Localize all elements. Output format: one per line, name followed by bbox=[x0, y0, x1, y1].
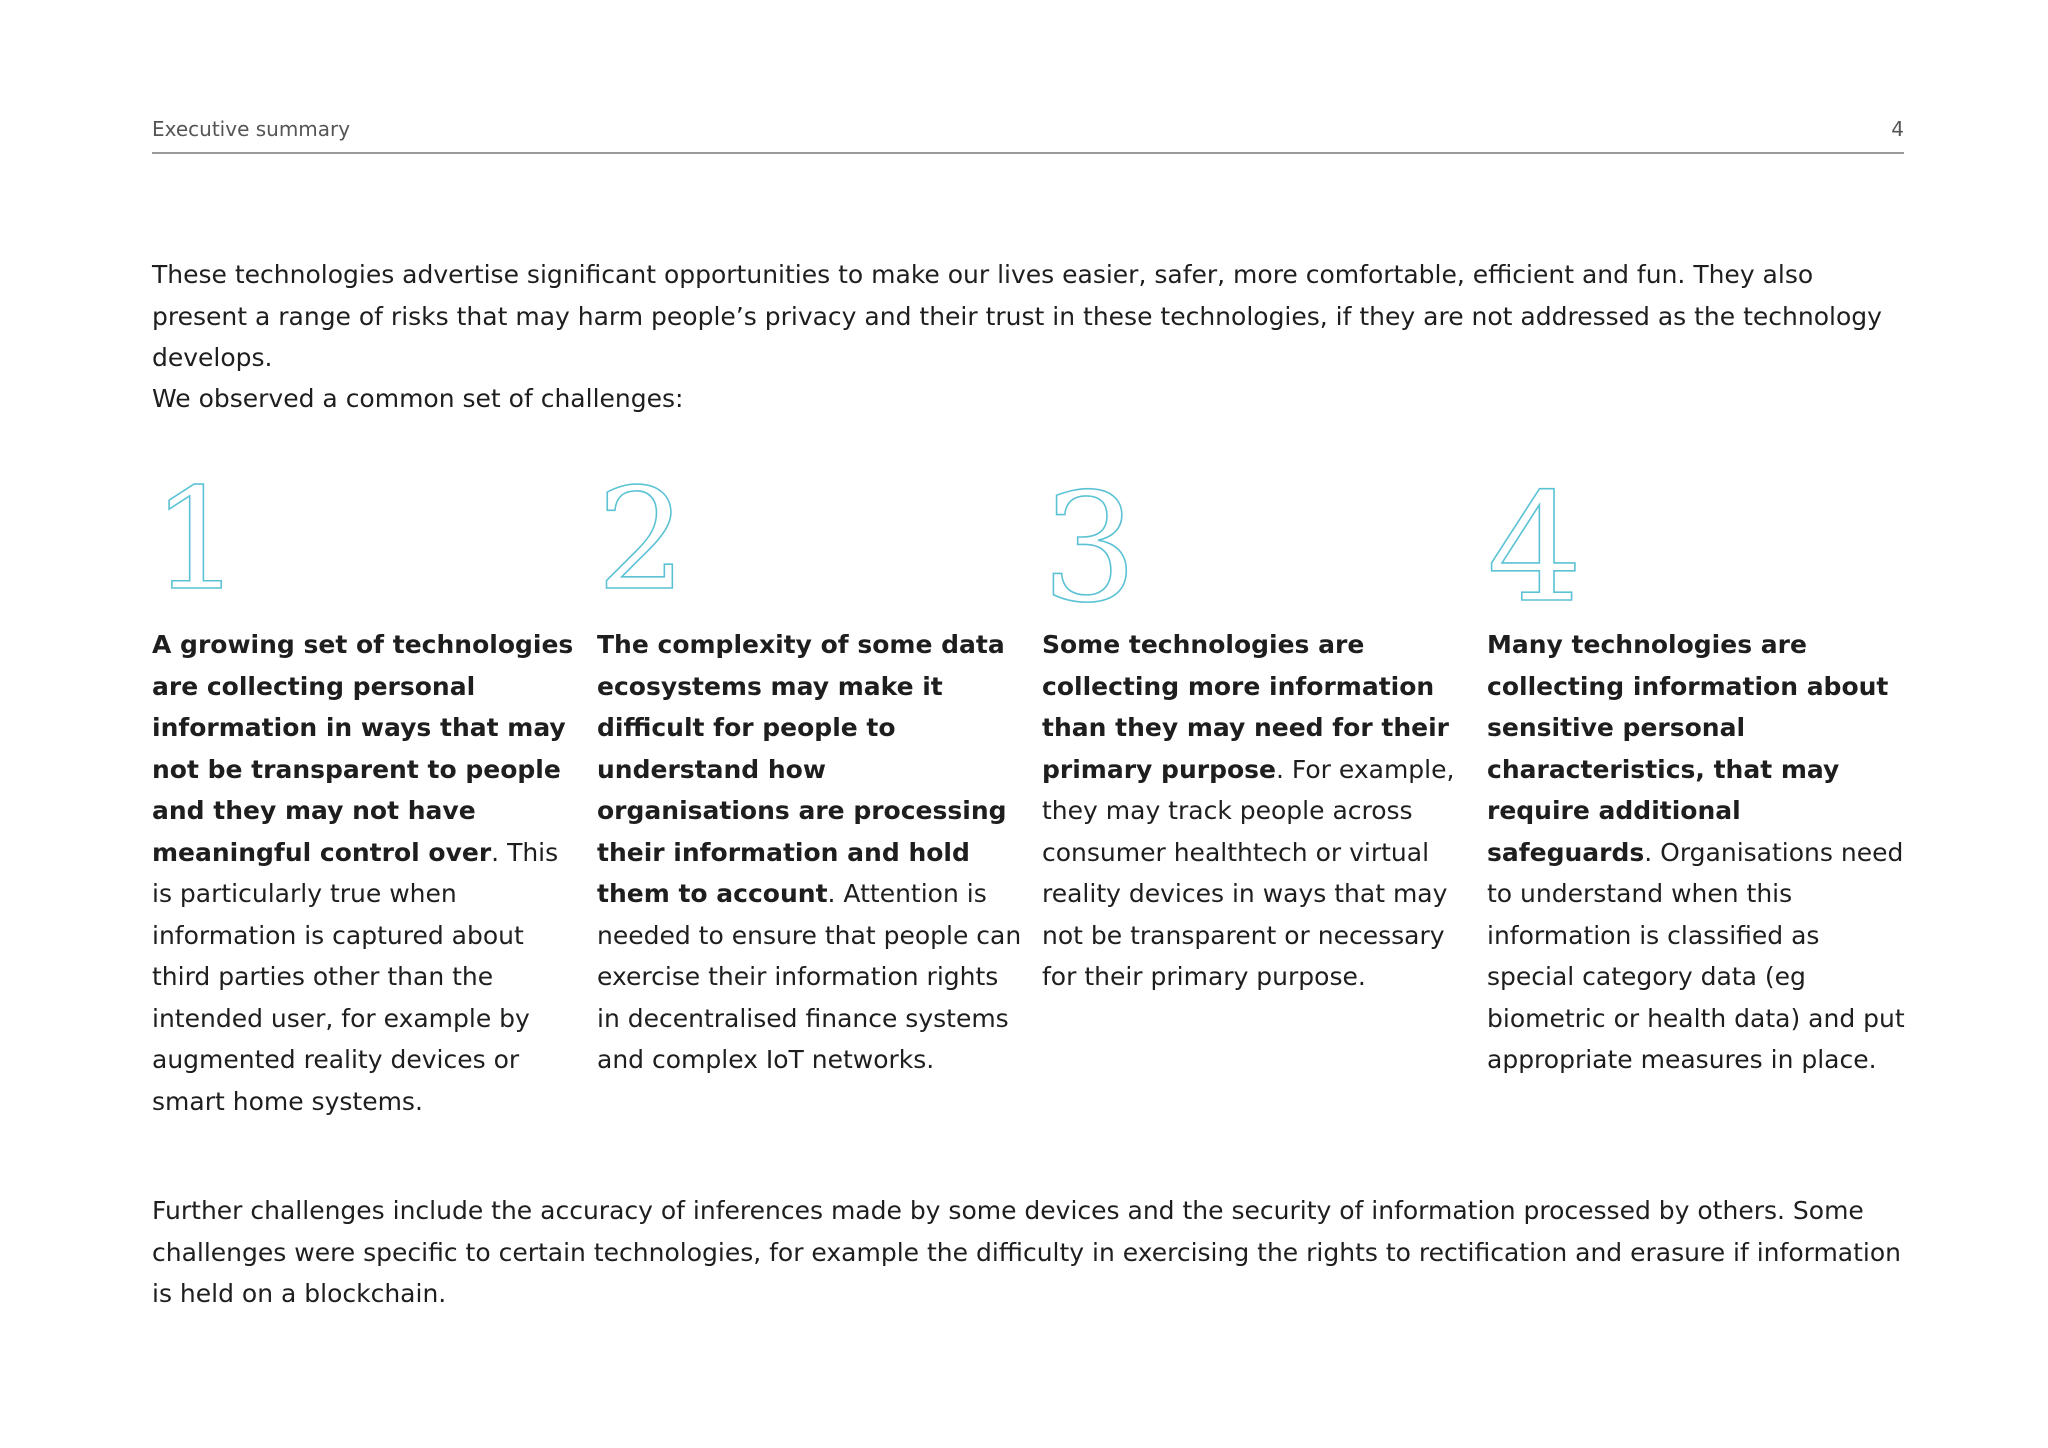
challenge-2-body: . Attention is needed to ensure that people can exercise their information rights in decentralised finance systems and complex IoT networks. bbox=[597, 879, 1022, 1074]
challenge-4-heading: Many technologies are collecting information about sensitive personal characteristics, that may require additional safeguards bbox=[1487, 630, 1889, 867]
challenge-2-heading: The complexity of some data ecosystems may make it difficult for people to understand how organisations are processing their information and hold them to account bbox=[597, 630, 1007, 908]
numeral-1 bbox=[152, 460, 352, 620]
document-page bbox=[152, 0, 1904, 1448]
page-number: 4 bbox=[1891, 117, 1904, 141]
svg-text:2: 2 bbox=[597, 460, 687, 620]
challenge-4-body: . Organisations need to understand when this information is classified as special category data (eg biometric or health data) and put appropriate measures in place. bbox=[1487, 837, 1905, 1074]
challenge-2 bbox=[597, 460, 1027, 1074]
challenge-2-text bbox=[597, 624, 1027, 1081]
challenge-3-heading: Some technologies are collecting more information than they may need for their primary purpose bbox=[1042, 630, 1449, 784]
challenge-3-text bbox=[1042, 624, 1462, 998]
svg-text:3: 3 bbox=[1042, 462, 1138, 620]
challenge-1 bbox=[152, 460, 582, 1116]
challenge-1-text bbox=[152, 624, 582, 1122]
challenge-1-body: . This is particularly true when information is captured about third parties other than the intended user, for example by augmented reality devices or smart home systems. bbox=[152, 837, 559, 1116]
page-header bbox=[152, 114, 1904, 154]
svg-text:4: 4 bbox=[1487, 462, 1583, 620]
challenge-4 bbox=[1487, 460, 1907, 1074]
numeral-3 bbox=[1042, 460, 1242, 620]
section-title: Executive summary bbox=[152, 117, 351, 141]
svg-text:1: 1 bbox=[152, 460, 242, 620]
closing-paragraph: Further challenges include the accuracy of inferences made by some devices and the security of information processed by others. Some challenges were specific to certain technologies, for example the difficulty in exercising the rights to rectification and erasure if information is held on a blockchain. bbox=[152, 1196, 1902, 1308]
challenge-3 bbox=[1042, 460, 1462, 991]
lead-paragraph: We observed a common set of challenges: bbox=[152, 384, 684, 413]
intro-paragraph: These technologies advertise significant opportunities to make our lives easier, safer, more comfortable, efficient and fun. They also present a range of risks that may harm people’s privacy and their trust in these technologies, if they are not addressed as the technology develops. bbox=[152, 260, 1882, 372]
challenges-grid bbox=[152, 460, 1904, 1140]
challenge-3-body: . For example, they may track people across consumer healthtech or virtual reality devices in ways that may not be transparent or necessary for their primary purpose. bbox=[1042, 754, 1455, 991]
numeral-4 bbox=[1487, 460, 1687, 620]
numeral-2 bbox=[597, 460, 797, 620]
challenge-1-heading: A growing set of technologies are collecting personal information in ways that may not be transparent to people and they may not have meaningful control over bbox=[152, 630, 574, 867]
challenge-4-text bbox=[1487, 624, 1907, 1081]
